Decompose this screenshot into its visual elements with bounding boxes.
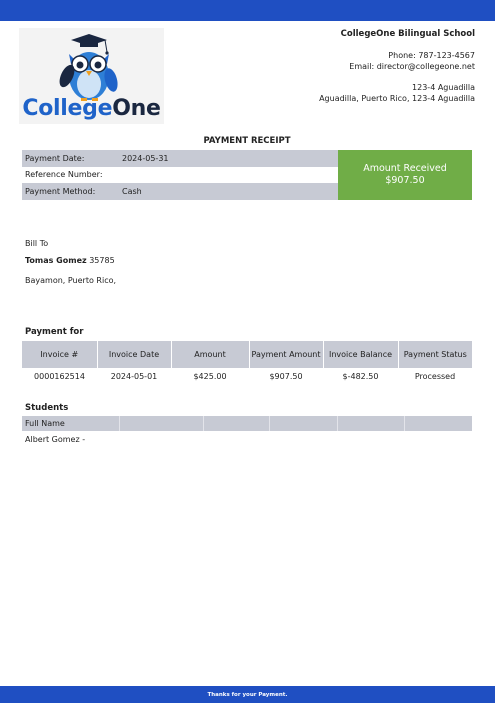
invoice-balance-cell: $-482.50 (342, 371, 379, 381)
info-label: Payment Method: (25, 186, 96, 196)
info-value: Cash (122, 186, 142, 196)
bill-to-label: Bill To (25, 239, 49, 248)
logo-wordmark (19, 96, 164, 122)
column-header (404, 416, 472, 431)
footer-text: Thanks for your Payment. (207, 691, 288, 698)
student-name-cell: Albert Gomez - (25, 434, 86, 444)
table-header-row (22, 341, 472, 368)
payment-status-cell: Processed (414, 371, 456, 381)
school-logo (19, 28, 164, 124)
payment-amount-cell: $907.50 (269, 371, 303, 381)
header-bar (0, 0, 495, 21)
payment-info-table (22, 150, 338, 200)
amount-received-box (338, 150, 472, 200)
info-row-payment-method (22, 183, 338, 200)
customer-name: Tomas Gomez (25, 256, 87, 265)
school-email: Email: director@collegeone.net (349, 62, 475, 71)
column-header (203, 416, 269, 431)
column-header (119, 416, 203, 431)
table-header-row (22, 416, 472, 431)
info-row-payment-date (22, 150, 338, 167)
column-header: Full Name (22, 416, 119, 431)
footer-bar (0, 686, 495, 703)
students-heading: Students (25, 403, 69, 413)
logo-wordmark-college: College (22, 96, 113, 121)
amount-received-value: $907.50 (385, 175, 425, 186)
school-address-line2: Aguadilla, Puerto Rico, 123-4 Aguadilla (319, 94, 475, 103)
table-row (22, 368, 472, 384)
payment-table (22, 341, 472, 384)
school-info (319, 29, 475, 104)
info-label: Payment Date: (25, 153, 85, 163)
payment-for-heading: Payment for (25, 327, 84, 337)
info-label: Reference Number: (25, 170, 103, 180)
amount-received-label: Amount Received (363, 163, 447, 174)
school-name: CollegeOne Bilingual School (340, 29, 475, 39)
column-header: Amount (171, 341, 249, 368)
column-header (337, 416, 404, 431)
customer-id: 35785 (89, 256, 115, 265)
info-row-reference-number (22, 167, 338, 184)
column-header: Invoice Date (97, 341, 171, 368)
students-table (22, 416, 472, 447)
school-phone: Phone: 787-123-4567 (388, 51, 475, 60)
customer-address: Bayamon, Puerto Rico, (25, 276, 117, 285)
info-value: 2024-05-31 (122, 153, 169, 163)
customer-line (25, 255, 116, 266)
column-header: Invoice Balance (323, 341, 398, 368)
bill-to-section (25, 238, 116, 286)
column-header: Payment Status (398, 341, 472, 368)
school-address-line1: 123-4 Aguadilla (412, 83, 475, 92)
amount-cell: $425.00 (193, 371, 227, 381)
column-header: Payment Amount (249, 341, 323, 368)
logo-wordmark-one: One (112, 96, 161, 121)
column-header: Invoice # (22, 341, 97, 368)
invoice-number-cell: 0000162514 (34, 371, 85, 381)
table-row (22, 431, 472, 447)
column-header (269, 416, 337, 431)
invoice-date-cell: 2024-05-01 (110, 371, 158, 381)
receipt-title: PAYMENT RECEIPT (203, 136, 291, 146)
